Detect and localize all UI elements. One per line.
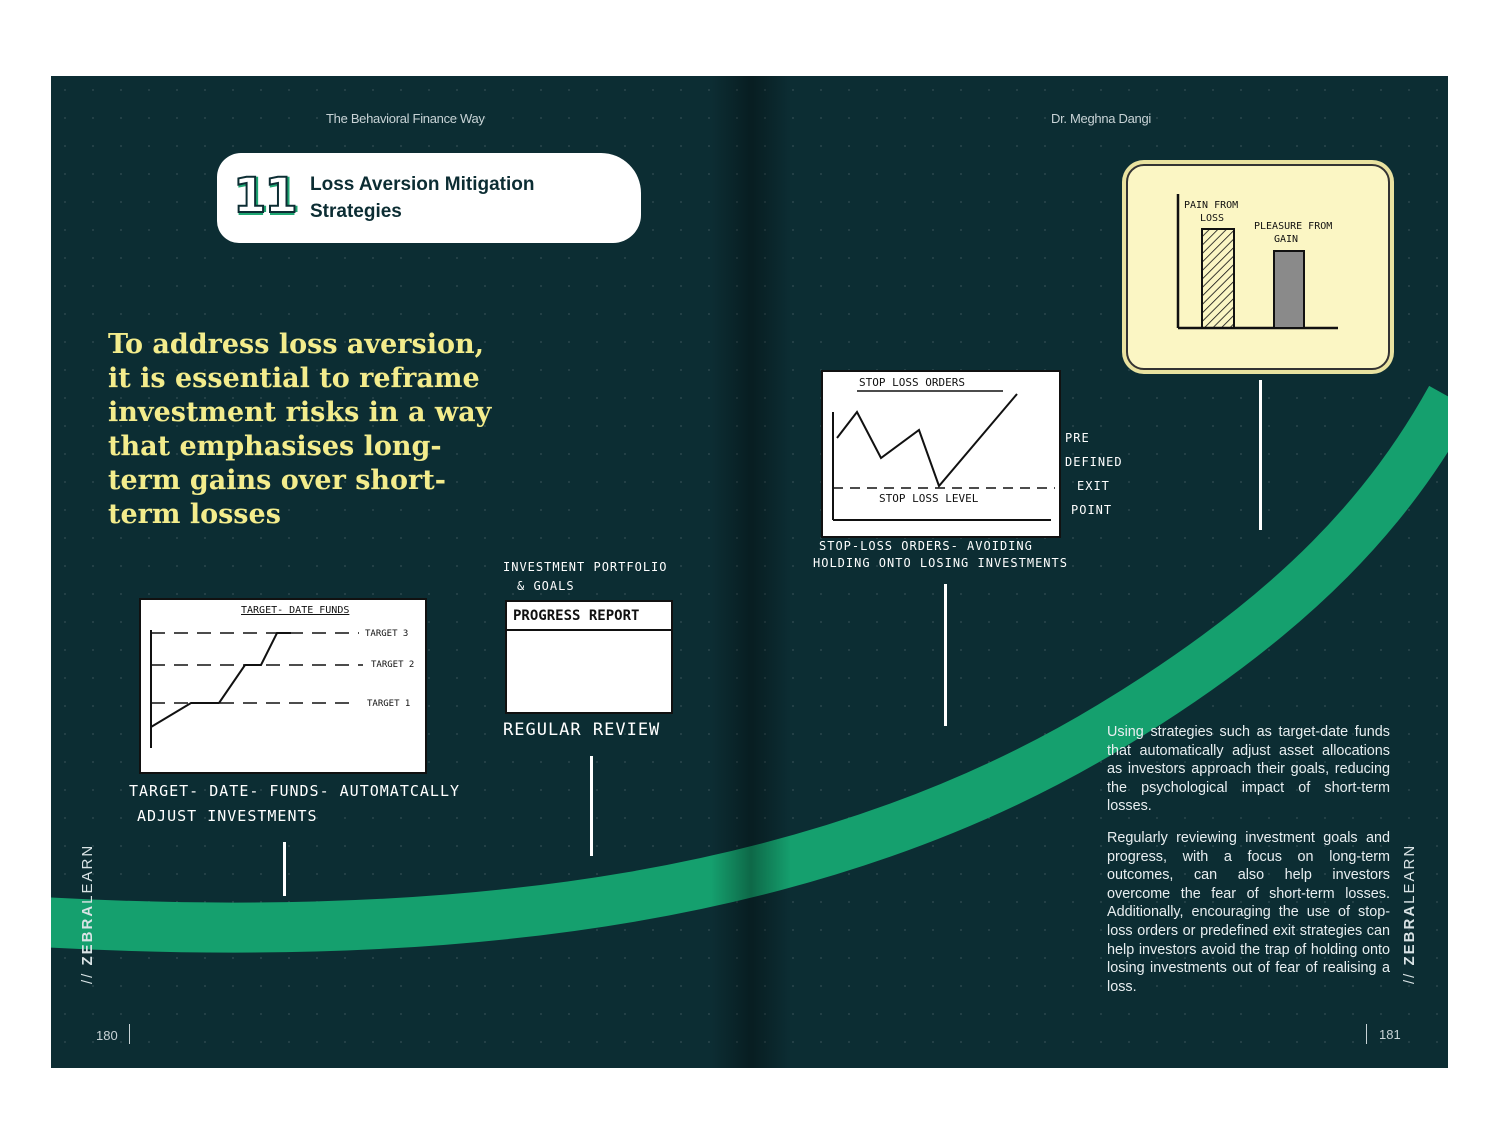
pleasure-label-1: PLEASURE FROM bbox=[1254, 221, 1333, 232]
stop-loss-chart bbox=[823, 372, 1059, 536]
right-brand-mark: // bbox=[1401, 971, 1418, 984]
left-brand-mark: // bbox=[79, 971, 96, 984]
book-spread bbox=[51, 76, 1448, 1068]
target-date-sketch bbox=[139, 598, 427, 774]
target-date-caption-1: TARGET- DATE- FUNDS- AUTOMATCALLY bbox=[129, 782, 461, 800]
exit-note-2: DEFINED bbox=[1065, 455, 1123, 469]
right-page-divider bbox=[1366, 1024, 1367, 1044]
pleasure-label-2: GAIN bbox=[1274, 234, 1299, 245]
stop-loss-level-label: STOP LOSS LEVEL bbox=[879, 492, 979, 505]
left-page-number: 180 bbox=[96, 1028, 118, 1043]
pain-label-2: LOSS bbox=[1200, 213, 1225, 224]
target-date-caption-2: ADJUST INVESTMENTS bbox=[137, 807, 318, 825]
target-2-label: TARGET 2 bbox=[371, 660, 415, 670]
progress-caption: REGULAR REVIEW bbox=[503, 720, 661, 740]
right-running-head: Dr. Meghna Dangi bbox=[1051, 111, 1151, 126]
page-gutter bbox=[711, 76, 791, 1068]
progress-report-title: PROGRESS REPORT bbox=[507, 602, 671, 631]
stop-loss-caption-2: HOLDING ONTO LOSING INVESTMENTS bbox=[813, 556, 1068, 570]
right-brand-logo bbox=[1401, 840, 1418, 984]
left-running-head: The Behavioral Finance Way bbox=[326, 111, 485, 126]
target-date-chart bbox=[141, 600, 425, 772]
target-1-label: TARGET 1 bbox=[367, 699, 411, 709]
left-brand-bold: ZEBRA bbox=[79, 903, 96, 966]
stop-loss-title: STOP LOSS ORDERS bbox=[859, 376, 965, 389]
chapter-number: 11 bbox=[233, 168, 296, 224]
stop-loss-sketch bbox=[821, 370, 1061, 538]
target-date-connector bbox=[283, 842, 286, 896]
pain-pleasure-connector bbox=[1259, 380, 1262, 530]
left-brand-logo bbox=[79, 840, 96, 984]
progress-label-1: INVESTMENT PORTFOLIO bbox=[503, 560, 668, 574]
left-page-divider bbox=[129, 1024, 130, 1044]
exit-note-1: PRE bbox=[1065, 431, 1090, 445]
stop-loss-caption-1: STOP-LOSS ORDERS- AVOIDING bbox=[819, 539, 1033, 553]
target-3-label: TARGET 3 bbox=[365, 629, 409, 639]
body-paragraph-2: Regularly reviewing investment goals and progress, with a focus on long-term outcomes, can also help investors overcome the fear of short-term losses. Additionally, encouraging the use of stop-loss orders or predefined exit strategies can help investors avoid the trap of holding onto losing investments out of fear of realising a loss. bbox=[1107, 830, 1390, 995]
right-page-number: 181 bbox=[1379, 1027, 1401, 1042]
pull-quote: To address loss aversion, it is essential to reframe investment risks in a way that emphasises long-term gains over short-term losses bbox=[108, 329, 492, 530]
chapter-title: Loss Aversion Mitigation Strategies bbox=[310, 174, 535, 222]
exit-note-3: EXIT bbox=[1077, 479, 1110, 493]
progress-label-2: & GOALS bbox=[517, 579, 575, 593]
pain-bar bbox=[1202, 229, 1234, 328]
exit-note-4: POINT bbox=[1071, 503, 1113, 517]
left-brand-light: LEARN bbox=[79, 843, 96, 904]
progress-report-box bbox=[505, 600, 673, 714]
target-date-title: TARGET- DATE FUNDS bbox=[241, 605, 350, 616]
pain-pleasure-chart bbox=[1128, 166, 1388, 368]
pain-pleasure-note bbox=[1126, 164, 1390, 370]
right-brand-light: LEARN bbox=[1401, 843, 1418, 904]
right-brand-bold: ZEBRA bbox=[1401, 903, 1418, 966]
pain-label-1: PAIN FROM bbox=[1184, 200, 1239, 211]
body-paragraph-1: Using strategies such as target-date funds that automatically adjust asset allocations as investors approach their goals, reducing the psychological impact of short-term losses. bbox=[1107, 724, 1390, 815]
pleasure-bar bbox=[1274, 251, 1304, 328]
progress-connector bbox=[590, 756, 593, 856]
exit-point-note bbox=[1065, 426, 1123, 522]
stop-loss-connector bbox=[944, 584, 947, 726]
